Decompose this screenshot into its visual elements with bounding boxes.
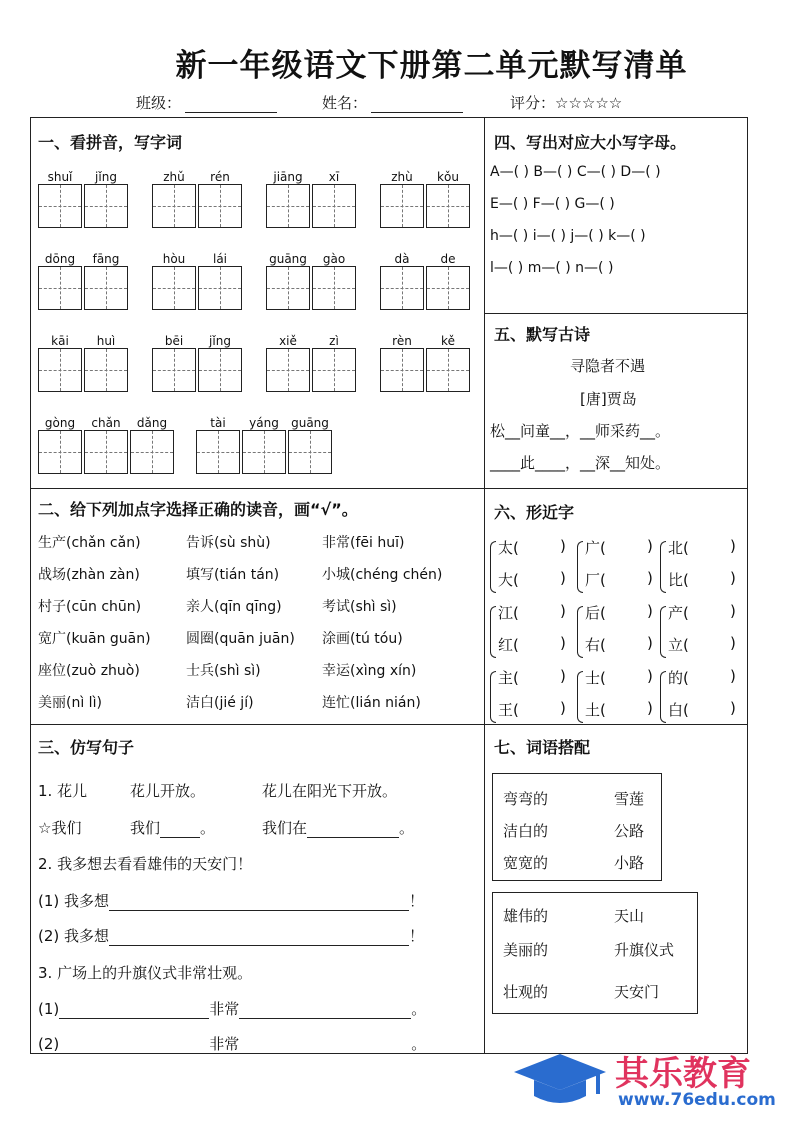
tianzige-cell[interactable] xyxy=(198,184,242,228)
tianzige-cell[interactable] xyxy=(38,266,82,310)
pinyin-label: dōng xyxy=(44,252,76,266)
close-paren: ) xyxy=(560,699,566,717)
similar-char: 厂( xyxy=(585,571,606,589)
pronunciation-item[interactable]: 士兵(shì sì) xyxy=(186,663,261,679)
pinyin-label: yáng xyxy=(249,416,279,430)
s3-line4[interactable]: (1) 我多想 ！ xyxy=(38,892,425,910)
pinyin-label: tài xyxy=(210,416,226,430)
pronunciation-item[interactable]: 座位(zuò zhuò) xyxy=(38,663,140,679)
tianzige-cell[interactable] xyxy=(198,348,242,392)
brace-icon xyxy=(490,541,496,593)
similar-char: 后( xyxy=(585,604,606,622)
close-paren: ) xyxy=(730,569,736,587)
close-paren: ) xyxy=(560,537,566,555)
poem-line-1[interactable]: 松__问童__，__师采药__。 xyxy=(490,422,671,440)
tianzige-cell[interactable] xyxy=(198,266,242,310)
s3-line5[interactable]: (2) 我多想 ！ xyxy=(38,927,425,945)
tianzige-cell[interactable] xyxy=(84,184,128,228)
s3-line1-b: 花儿开放。 xyxy=(130,782,206,800)
pronunciation-item[interactable]: 亲人(qīn qīng) xyxy=(186,599,282,615)
pronunciation-item[interactable]: 村子(cūn chūn) xyxy=(38,599,142,615)
brace-icon xyxy=(490,671,496,723)
close-paren: ) xyxy=(647,699,653,717)
s3-line7[interactable]: (1) 非常 。 xyxy=(38,1000,427,1018)
similar-char: 主( xyxy=(498,669,519,687)
pinyin-label: de xyxy=(440,252,456,266)
pronunciation-item[interactable]: 填写(tián tán) xyxy=(186,567,280,583)
section-4-title: 四、写出对应大小写字母。 xyxy=(494,133,687,152)
pinyin-label: dǎng xyxy=(136,416,168,430)
tianzige-cell[interactable] xyxy=(380,184,424,228)
pronunciation-item[interactable]: 生产(chǎn cǎn) xyxy=(38,535,141,551)
pronunciation-item[interactable]: 圆圈(quān juān) xyxy=(186,631,295,647)
pinyin-label: dà xyxy=(394,252,410,266)
logo-url: www.76edu.com xyxy=(618,1090,776,1110)
similar-char: 的( xyxy=(668,669,689,687)
close-paren: ) xyxy=(730,602,736,620)
similar-char: 白( xyxy=(668,701,689,719)
pinyin-label: zhù xyxy=(391,170,413,184)
match-right-word[interactable]: 雪莲 xyxy=(614,790,645,808)
pinyin-label: bēi xyxy=(164,334,184,348)
close-paren: ) xyxy=(560,667,566,685)
section-5-title: 五、默写古诗 xyxy=(494,325,591,344)
pinyin-label: hòu xyxy=(162,252,186,266)
name-field[interactable]: 姓名： xyxy=(322,92,463,113)
letter-row-4[interactable]: l—( ) m—( ) n—( ) xyxy=(490,260,614,276)
similar-char: 右( xyxy=(585,636,606,654)
pronunciation-item[interactable]: 考试(shì sì) xyxy=(322,599,397,615)
tianzige-cell[interactable] xyxy=(38,430,82,474)
similar-char: 士( xyxy=(585,669,606,687)
s3-line2-c[interactable]: 我们在 。 xyxy=(262,819,415,837)
tianzige-cell[interactable] xyxy=(152,184,196,228)
tianzige-cell[interactable] xyxy=(312,348,356,392)
close-paren: ) xyxy=(560,569,566,587)
match-left-word[interactable]: 弯弯的 xyxy=(503,790,549,808)
brace-icon xyxy=(660,671,666,723)
s3-line8[interactable]: (2) 非常 。 xyxy=(38,1035,427,1053)
pinyin-label: kāi xyxy=(51,334,69,348)
close-paren: ) xyxy=(560,634,566,652)
pinyin-label: jǐng xyxy=(209,334,231,348)
similar-char: 立( xyxy=(668,636,689,654)
tianzige-cell[interactable] xyxy=(266,266,310,310)
close-paren: ) xyxy=(560,602,566,620)
match-right-word[interactable]: 天安门 xyxy=(614,983,660,1001)
close-paren: ) xyxy=(730,537,736,555)
pinyin-label: jiāng xyxy=(273,170,303,184)
brace-icon xyxy=(577,606,583,658)
brace-icon xyxy=(577,671,583,723)
s3-line6: 3. 广场上的升旗仪式非常壮观。 xyxy=(38,964,253,982)
tianzige-cell[interactable] xyxy=(426,348,470,392)
brace-icon xyxy=(660,541,666,593)
pinyin-label: huì xyxy=(96,334,116,348)
similar-char: 红( xyxy=(498,636,519,654)
pinyin-label: guāng xyxy=(269,252,307,266)
pinyin-label: gòng xyxy=(44,416,76,430)
tianzige-cell[interactable] xyxy=(266,348,310,392)
match-right-word[interactable]: 升旗仪式 xyxy=(614,941,675,959)
pinyin-label: lái xyxy=(212,252,228,266)
similar-char: 太( xyxy=(498,539,519,557)
poem-author: [唐]贾岛 xyxy=(580,390,637,408)
poem-line-2[interactable]: ____此____，__深__知处。 xyxy=(490,454,671,472)
pronunciation-item[interactable]: 战场(zhàn zàn) xyxy=(38,567,140,583)
pronunciation-item[interactable]: 幸运(xìng xín) xyxy=(322,663,417,679)
pronunciation-item[interactable]: 涂画(tú tóu) xyxy=(322,631,403,647)
similar-char: 江( xyxy=(498,604,519,622)
pinyin-label: xiě xyxy=(279,334,297,348)
match-left-word[interactable]: 壮观的 xyxy=(503,983,549,1001)
letter-row-3[interactable]: h—( ) i—( ) j—( ) k—( ) xyxy=(490,228,646,244)
similar-char: 广( xyxy=(585,539,606,557)
match-left-word[interactable]: 雄伟的 xyxy=(503,907,549,925)
tianzige-cell[interactable] xyxy=(152,348,196,392)
pinyin-label: shuǐ xyxy=(47,170,73,184)
close-paren: ) xyxy=(647,602,653,620)
match-right-word[interactable]: 公路 xyxy=(614,822,645,840)
s3-line2-a: ☆我们 xyxy=(38,819,82,837)
section-6-title: 六、形近字 xyxy=(494,503,575,522)
tianzige-cell[interactable] xyxy=(288,430,332,474)
pinyin-label: zì xyxy=(329,334,339,348)
tianzige-cell[interactable] xyxy=(380,348,424,392)
s3-line2-b[interactable]: 我们 。 xyxy=(130,819,216,837)
similar-char: 比( xyxy=(668,571,689,589)
pronunciation-item[interactable]: 洁白(jié jí) xyxy=(186,695,254,711)
class-field[interactable]: 班级： xyxy=(136,92,277,113)
page-title: 新一年级语文下册第二单元默写清单 xyxy=(175,48,688,84)
close-paren: ) xyxy=(647,537,653,555)
pronunciation-item[interactable]: 宽广(kuān guān) xyxy=(38,631,151,647)
letter-row-1[interactable]: A—( ) B—( ) C—( ) D—( ) xyxy=(490,164,661,180)
pronunciation-item[interactable]: 连忙(lián nián) xyxy=(322,695,421,711)
section-2-title: 二、给下列加点字选择正确的读音，画“√”。 xyxy=(38,500,358,519)
pinyin-label: fāng xyxy=(92,252,120,266)
close-paren: ) xyxy=(647,634,653,652)
close-paren: ) xyxy=(730,699,736,717)
tianzige-cell[interactable] xyxy=(130,430,174,474)
pinyin-label: rèn xyxy=(392,334,412,348)
section-7-title: 七、词语搭配 xyxy=(494,738,591,757)
tianzige-cell[interactable] xyxy=(266,184,310,228)
tianzige-cell[interactable] xyxy=(312,266,356,310)
pinyin-label: kě xyxy=(441,334,455,348)
brace-icon xyxy=(660,606,666,658)
s3-line1-c: 花儿在阳光下开放。 xyxy=(262,782,398,800)
tianzige-cell[interactable] xyxy=(38,184,82,228)
similar-char: 王( xyxy=(498,701,519,719)
tianzige-cell[interactable] xyxy=(84,348,128,392)
tianzige-cell[interactable] xyxy=(84,430,128,474)
similar-char: 产( xyxy=(668,604,689,622)
s3-line3: 2. 我多想去看看雄伟的天安门！ xyxy=(38,855,253,873)
graduation-cap-icon xyxy=(512,1052,608,1108)
tianzige-cell[interactable] xyxy=(426,266,470,310)
pinyin-label: xī xyxy=(328,170,340,184)
match-right-word[interactable]: 天山 xyxy=(614,907,645,925)
match-left-word[interactable]: 宽宽的 xyxy=(503,854,549,872)
logo-name: 其乐教育 xyxy=(615,1054,751,1094)
pronunciation-item[interactable]: 告诉(sù shù) xyxy=(186,535,271,551)
tianzige-cell[interactable] xyxy=(380,266,424,310)
brace-icon xyxy=(577,541,583,593)
close-paren: ) xyxy=(647,569,653,587)
brace-icon xyxy=(490,606,496,658)
poem-title: 寻隐者不遇 xyxy=(570,357,646,375)
section-1-title: 一、看拼音，写字词 xyxy=(38,133,183,152)
similar-char: 土( xyxy=(585,701,606,719)
pinyin-label: guāng xyxy=(291,416,329,430)
pronunciation-item[interactable]: 非常(fēi huī) xyxy=(322,535,405,551)
pinyin-label: zhǔ xyxy=(163,170,185,184)
tianzige-cell[interactable] xyxy=(152,266,196,310)
pinyin-label: chǎn xyxy=(91,416,121,430)
pinyin-label: jǐng xyxy=(95,170,117,184)
pronunciation-item[interactable]: 小城(chéng chén) xyxy=(322,567,443,583)
pinyin-label: gào xyxy=(322,252,346,266)
pronunciation-item[interactable]: 美丽(nì lì) xyxy=(38,695,102,711)
s3-line1-a: 1. 花儿 xyxy=(38,782,88,800)
letter-row-2[interactable]: E—( ) F—( ) G—( ) xyxy=(490,196,615,212)
close-paren: ) xyxy=(730,634,736,652)
close-paren: ) xyxy=(647,667,653,685)
similar-char: 北( xyxy=(668,539,689,557)
pinyin-label: rén xyxy=(210,170,230,184)
match-right-word[interactable]: 小路 xyxy=(614,854,645,872)
score-field: 评分：☆☆☆☆☆ xyxy=(510,94,623,112)
tianzige-cell[interactable] xyxy=(242,430,286,474)
tianzige-cell[interactable] xyxy=(84,266,128,310)
match-left-word[interactable]: 美丽的 xyxy=(503,941,549,959)
tianzige-cell[interactable] xyxy=(426,184,470,228)
tianzige-cell[interactable] xyxy=(312,184,356,228)
section-3-title: 三、仿写句子 xyxy=(38,738,135,757)
tianzige-cell[interactable] xyxy=(196,430,240,474)
tianzige-cell[interactable] xyxy=(38,348,82,392)
pinyin-label: kǒu xyxy=(437,170,459,184)
match-left-word[interactable]: 洁白的 xyxy=(503,822,549,840)
close-paren: ) xyxy=(730,667,736,685)
similar-char: 大( xyxy=(498,571,519,589)
